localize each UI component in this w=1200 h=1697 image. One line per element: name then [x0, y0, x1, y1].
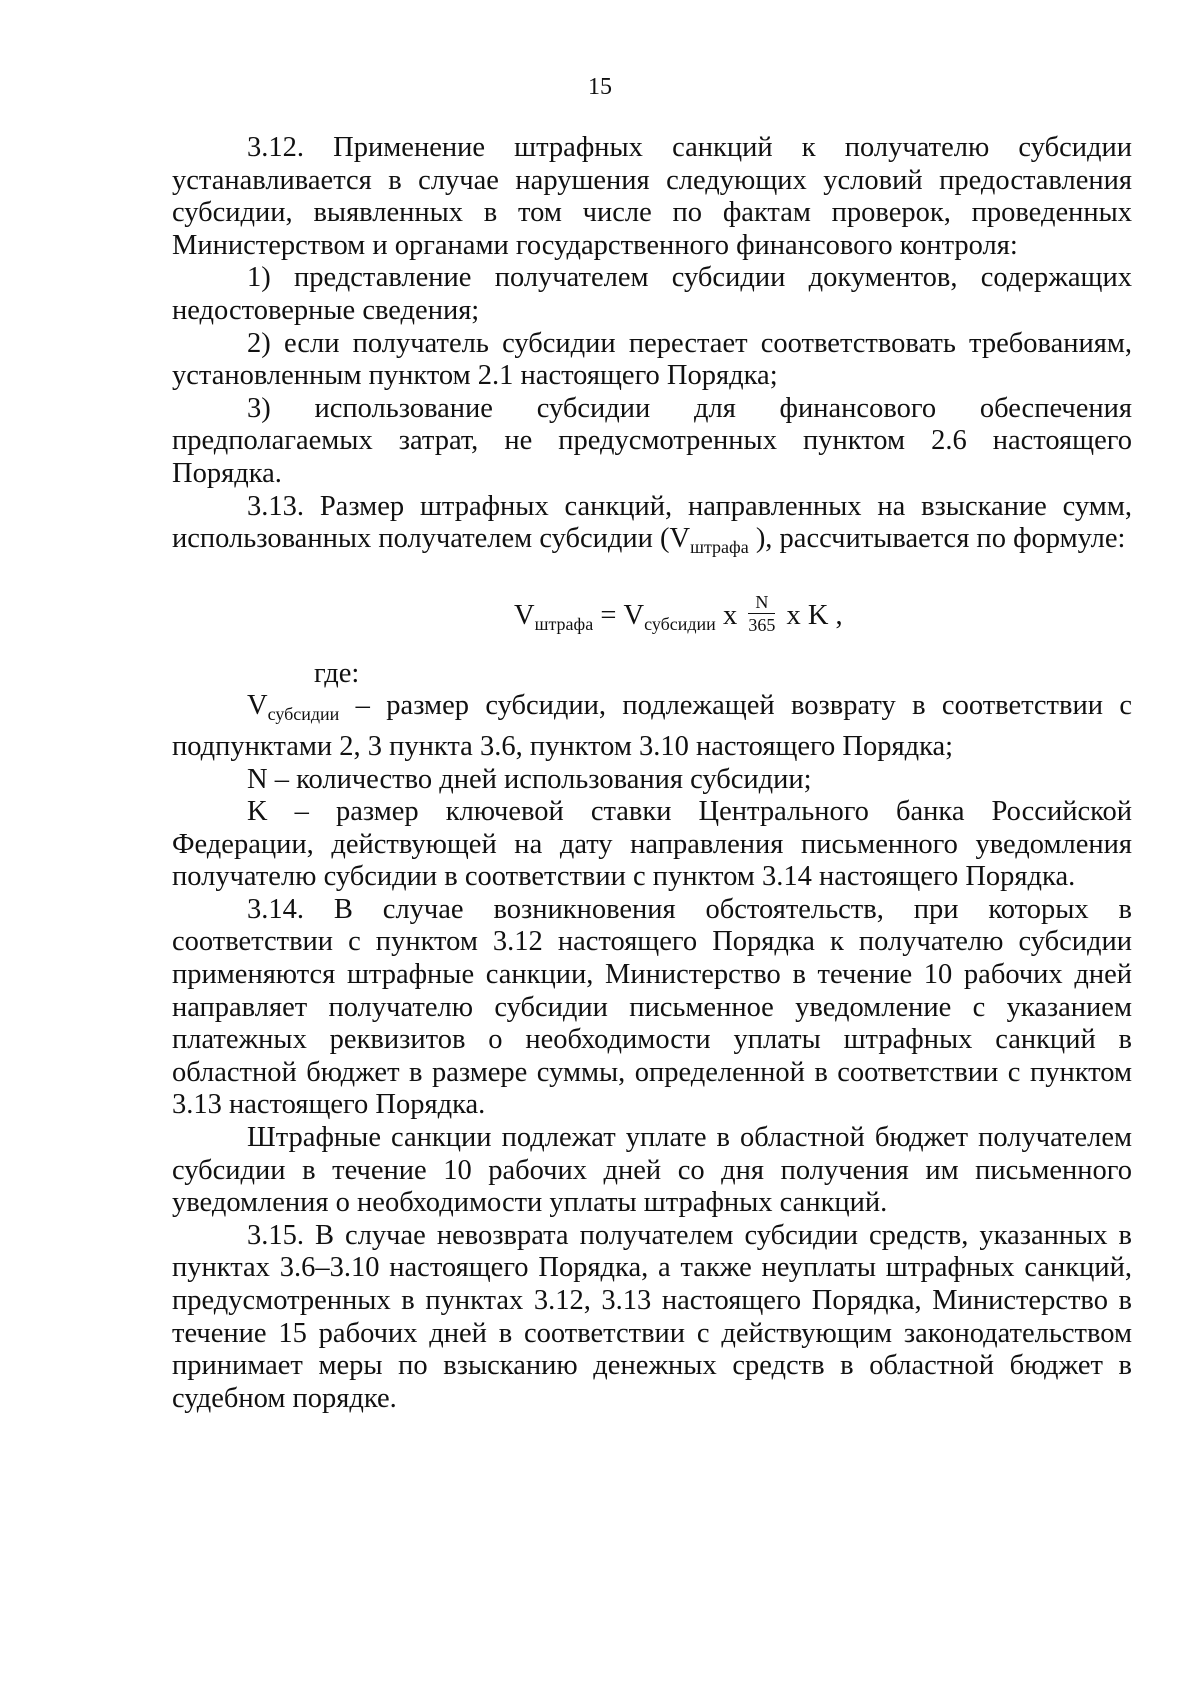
fraction-denominator: 365: [748, 614, 776, 635]
paragraph-3-12: 3.12. Применение штрафных санкций к получателю субсидии устанавливается в случае нарушения следующих условий предоставления субсидии, выявленных в том числе по фактам проверок, проведенных Министерством и органами государственного финансового контроля:: [172, 132, 1132, 261]
fraction-numerator: N: [748, 592, 775, 614]
definition-v-subsidy: [172, 690, 1132, 763]
paragraph-penalty-payment: Штрафные санкции подлежат уплате в областной бюджет получателем субсидии в течение 10 рабочих дней со дня получения им письменного уведомления о необходимости уплаты штрафных санкций.: [172, 1122, 1132, 1219]
list-item-3: 3) использование субсидии для финансового обеспечения предполагаемых затрат, не предусмотренных пунктом 2.6 настоящего Порядка.: [172, 392, 1132, 489]
penalty-formula: [172, 566, 1132, 658]
list-item-1: 1) представление получателем субсидии документов, содержащих недостоверные сведения;: [172, 262, 1132, 326]
formula-line: [514, 591, 843, 639]
paragraph-3-14: 3.14. В случае возникновения обстоятельств, при которых в соответствии с пунктом 3.12 настоящего Порядка к получателю субсидии применяются штрафные санкции, Министерство в течение 10 рабочих дней направляет получателю субсидии письменное уведомление с указанием платежных реквизитов о необходимости уплаты штрафных санкций в областной бюджет в размере суммы, определенной в соответствии с пунктом 3.13 настоящего Порядка.: [172, 893, 1132, 1121]
paragraph-3-13: [172, 491, 1132, 564]
formula-times-1: x: [715, 599, 745, 631]
page-number: 15: [588, 74, 612, 100]
list-item-2: 2) если получатель субсидии перестает соответствовать требованиям, установленным пунктом 2.1 настоящего Порядка;: [172, 327, 1132, 392]
p313-subscript: штрафа: [690, 537, 749, 558]
def-v-text: – размер субсидии, подлежащей возврату в соответствии с подпунктами 2, 3 пункта 3.6, пунктом 3.10 настоящего Порядка;: [172, 690, 1132, 762]
formula-equals: = V: [593, 599, 645, 631]
p313-text-after: ), рассчитывается по формуле:: [748, 523, 1126, 555]
formula-times-2: x K ,: [779, 599, 843, 631]
definition-k: K – размер ключевой ставки Центрального банка Российской Федерации, действующей на дату направления письменного уведомления получателю субсидии в соответствии с пунктом 3.14 настоящего Порядка.: [172, 796, 1132, 893]
document-body: [172, 132, 1132, 1415]
where-label: где:: [314, 657, 360, 689]
formula-v-lhs: V: [514, 599, 535, 631]
formula-lhs-subscript: штрафа: [534, 613, 594, 634]
def-v-letter: V: [247, 690, 268, 722]
p313-text-before: 3.13. Размер штрафных санкций, направленных на взыскание сумм, использованных получателем субсидии (V: [172, 490, 1132, 555]
formula-rhs-subscript: субсидии: [644, 613, 716, 634]
def-v-subscript: субсидии: [267, 704, 340, 725]
formula-fraction: [748, 592, 775, 635]
paragraph-3-15: 3.15. В случае невозврата получателем субсидии средств, указанных в пунктах 3.6–3.10 настоящего Порядка, а также неуплаты штрафных санкций, предусмотренных в пунктах 3.12, 3.13 настоящего Порядка, Министерство в течение 15 рабочих дней в соответствии с действующим законодательством принимает меры по взысканию денежных средств в областной бюджет в судебном порядке.: [172, 1219, 1132, 1414]
definition-n: N – количество дней использования субсидии;: [247, 763, 812, 795]
